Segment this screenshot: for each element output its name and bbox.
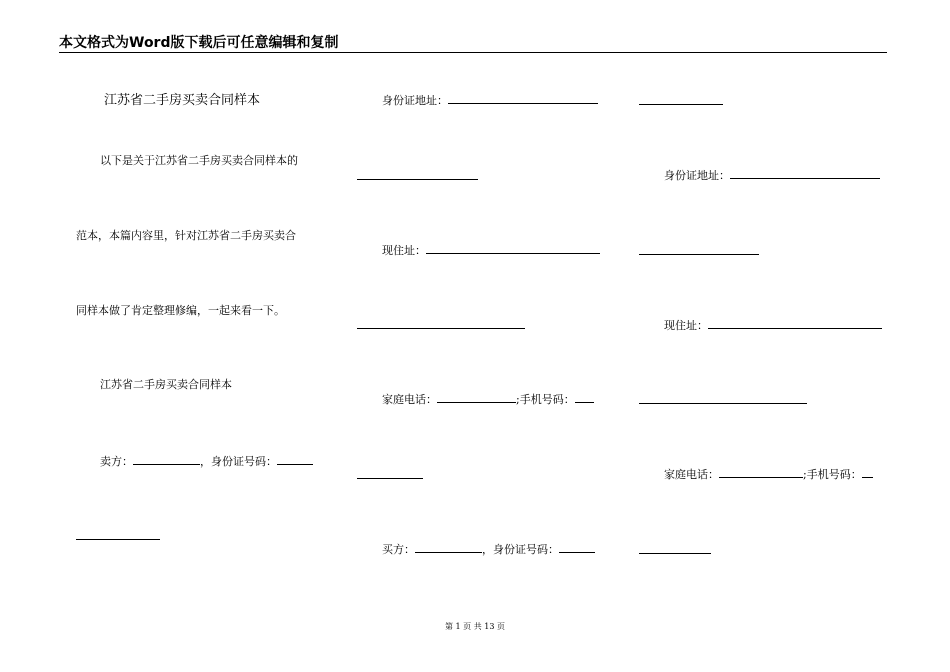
seller-mobile-blank-continued[interactable]: [357, 478, 423, 479]
buyer-row: [382, 542, 595, 557]
home-phone-label: 家庭电话：: [664, 468, 719, 481]
buyer-id-address-blank[interactable]: [730, 168, 880, 179]
seller-current-address-blank-continued[interactable]: [357, 328, 525, 329]
id-number-label: ，身份证号码：: [200, 455, 277, 468]
buyer-mobile-blank-continued[interactable]: [639, 553, 711, 554]
buyer-home-phone-blank[interactable]: [719, 467, 803, 478]
current-address-label: 现住址：: [382, 244, 426, 257]
home-phone-label: 家庭电话：: [382, 393, 437, 406]
buyer-id-number-blank[interactable]: [559, 542, 595, 553]
page-number: 第 1 页 共 13 页: [445, 622, 505, 631]
seller-id-number-blank[interactable]: [277, 454, 313, 465]
contract-subtitle: 江苏省二手房买卖合同样本: [100, 378, 232, 391]
current-address-label: 现住址：: [664, 319, 708, 332]
intro-line-1: 以下是关于江苏省二手房买卖合同样本的: [100, 154, 298, 167]
buyer-id-address-blank-continued[interactable]: [639, 254, 759, 255]
id-address-label: 身份证地址：: [664, 169, 730, 182]
seller-mobile-blank[interactable]: [575, 392, 594, 403]
id-number-label: ，身份证号码：: [482, 543, 559, 556]
intro-line-2: 范本，本篇内容里，针对江苏省二手房买卖合: [76, 229, 296, 242]
intro-line-3: 同样本做了肯定整理修编，一起来看一下。: [76, 304, 285, 317]
seller-row: [100, 454, 313, 469]
seller-current-address-blank[interactable]: [426, 243, 600, 254]
buyer-name-blank[interactable]: [415, 542, 482, 553]
seller-id-address-blank-continued[interactable]: [357, 179, 478, 180]
buyer-mobile-blank[interactable]: [862, 467, 873, 478]
header-divider: [59, 52, 887, 53]
mobile-label: ;手机号码：: [516, 393, 575, 406]
document-title: 江苏省二手房买卖合同样本: [104, 93, 261, 108]
seller-id-address-row: [382, 93, 598, 108]
seller-name-blank[interactable]: [133, 454, 200, 465]
id-address-label: 身份证地址：: [382, 94, 448, 107]
buyer-current-address-blank-continued[interactable]: [639, 403, 807, 404]
buyer-current-address-blank[interactable]: [708, 318, 882, 329]
seller-label: 卖方：: [100, 455, 133, 468]
seller-id-address-blank[interactable]: [448, 93, 598, 104]
buyer-current-address-row: [664, 318, 882, 333]
mobile-label: ;手机号码：: [803, 468, 862, 481]
seller-home-phone-blank[interactable]: [437, 392, 516, 403]
blank-line[interactable]: [639, 104, 723, 105]
seller-id-number-blank-continued[interactable]: [76, 539, 160, 540]
page-header: 本文格式为Word版下载后可任意编辑和复制: [59, 35, 339, 51]
buyer-id-address-row: [664, 168, 880, 183]
seller-phone-row: [382, 392, 594, 407]
buyer-phone-row: [664, 467, 873, 482]
buyer-label: 买方：: [382, 543, 415, 556]
seller-current-address-row: [382, 243, 600, 258]
